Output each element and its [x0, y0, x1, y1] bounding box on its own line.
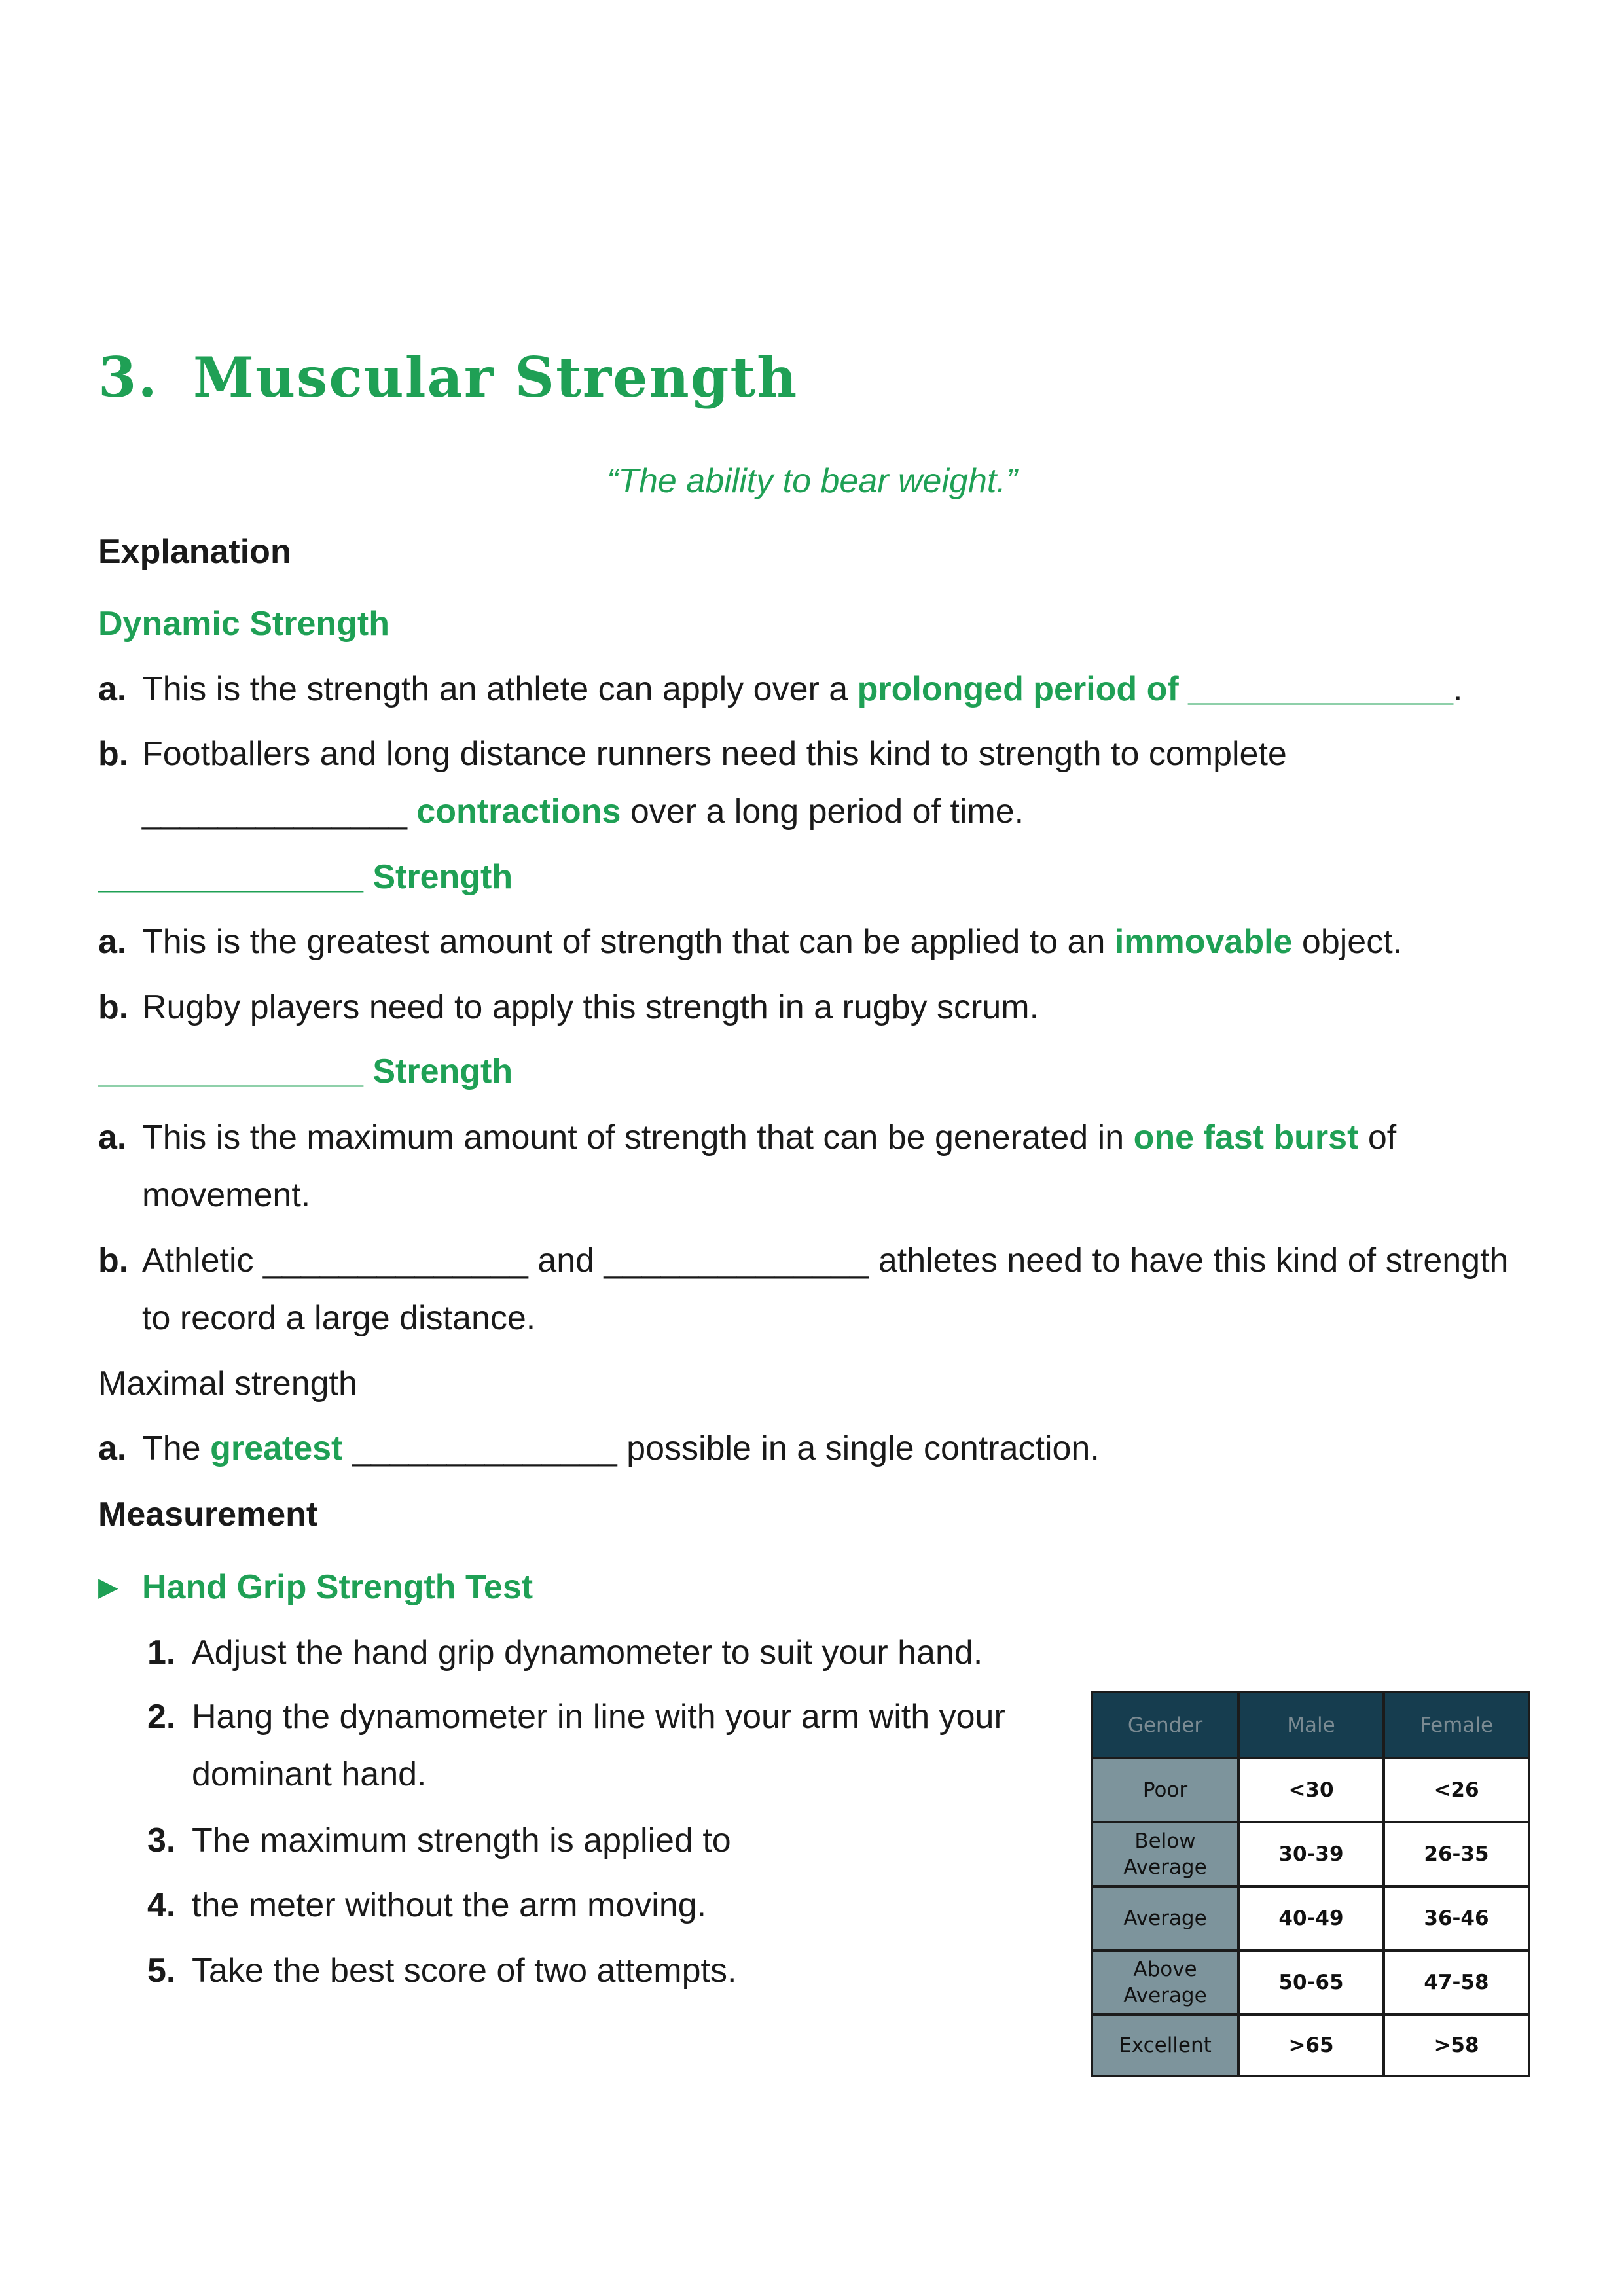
fill-in-highlight: immovable	[1114, 923, 1293, 961]
table-row	[1092, 1950, 1529, 2015]
step-number: 2.	[147, 1698, 176, 1736]
measurement-heading: Measurement	[98, 1496, 318, 1534]
play-triangle-icon: ▶	[98, 1573, 118, 1602]
step-text: the meter without the arm moving.	[192, 1886, 707, 1924]
static-strength-heading: ______________ Strength	[98, 858, 513, 896]
page-title	[98, 345, 799, 410]
test-step	[147, 1696, 1005, 1737]
male-value: >65	[1238, 2015, 1384, 2076]
item-marker: a.	[98, 923, 127, 961]
test-step	[147, 1632, 983, 1673]
item-text: Rugby players need to apply this strength in a rugby scrum.	[142, 988, 1039, 1026]
row-label-text: Average	[1123, 1907, 1207, 1930]
explosive-strength-heading: ______________ Strength	[98, 1052, 513, 1090]
dynamic-strength-heading: Dynamic Strength	[98, 605, 389, 643]
table-header-row	[1092, 1692, 1529, 1758]
row-label	[1092, 2015, 1238, 2076]
female-value: 36-46	[1384, 1886, 1529, 1950]
definition-quote: “The ability to bear weight.”	[606, 462, 1018, 500]
item-text: object.	[1292, 923, 1403, 961]
static-item-b	[98, 987, 1039, 1028]
section-number: 3.	[98, 345, 158, 410]
table-row	[1092, 1758, 1529, 1822]
item-marker: b.	[98, 1242, 129, 1280]
column-header-female: Female	[1384, 1692, 1529, 1758]
item-marker: b.	[98, 988, 129, 1026]
row-label	[1092, 1886, 1238, 1950]
dynamic-item-a	[98, 669, 1462, 709]
female-value: <26	[1384, 1758, 1529, 1822]
female-value: 26-35	[1384, 1822, 1529, 1886]
row-label-text: Above	[1133, 1958, 1197, 1981]
explosive-item-b-cont: to record a large distance.	[142, 1299, 536, 1337]
row-label	[1092, 1822, 1238, 1886]
female-value: 47-58	[1384, 1950, 1529, 2015]
test-step	[147, 1950, 736, 1991]
fill-in-highlight: prolonged period of ______________	[857, 670, 1454, 708]
item-text: The	[142, 1429, 211, 1467]
table-row	[1092, 1822, 1529, 1886]
row-label-text: Average	[1123, 1856, 1207, 1879]
item-marker: a.	[98, 670, 127, 708]
fill-in-blank: ______________	[142, 793, 417, 831]
dynamic-item-b-cont	[142, 791, 1024, 832]
explanation-heading: Explanation	[98, 533, 291, 571]
step-text: Adjust the hand grip dynamometer to suit your hand.	[192, 1634, 983, 1672]
test-step	[147, 1820, 731, 1861]
item-text: This is the maximum amount of strength that can be generated in	[142, 1119, 1134, 1157]
maximal-strength-heading: Maximal strength	[98, 1365, 357, 1403]
row-label	[1092, 1950, 1238, 2015]
item-marker: b.	[98, 735, 129, 773]
item-marker: a.	[98, 1119, 127, 1157]
item-text: of	[1358, 1119, 1397, 1157]
step-number: 4.	[147, 1886, 176, 1924]
test-step-cont: dominant hand.	[192, 1755, 427, 1793]
step-number: 1.	[147, 1634, 176, 1672]
item-text: This is the greatest amount of strength that can be applied to an	[142, 923, 1115, 961]
test-heading	[98, 1567, 533, 1607]
male-value: 50-65	[1238, 1950, 1384, 2015]
fill-in-highlight: one fast burst	[1133, 1119, 1359, 1157]
test-step	[147, 1885, 706, 1926]
item-text: .	[1453, 670, 1463, 708]
explosive-item-a-cont: movement.	[142, 1176, 311, 1214]
item-text: over a long period of time.	[621, 793, 1024, 831]
table-row	[1092, 2015, 1529, 2076]
item-text: This is the strength an athlete can apply over a	[142, 670, 857, 708]
fill-in-highlight: contractions	[416, 793, 621, 831]
explosive-item-a	[98, 1117, 1396, 1158]
maximal-item-a	[98, 1428, 1100, 1469]
row-label-text: Average	[1123, 1984, 1207, 2007]
row-label	[1092, 1758, 1238, 1822]
dynamic-item-b	[98, 734, 1287, 774]
static-item-a	[98, 922, 1402, 962]
male-value: 40-49	[1238, 1886, 1384, 1950]
explosive-item-b	[98, 1240, 1508, 1281]
grip-strength-norms-table	[1091, 1691, 1530, 2077]
item-text: Athletic ______________ and ______________ athletes need to have this kind of strength	[142, 1242, 1509, 1280]
step-text: The maximum strength is applied to	[192, 1821, 731, 1859]
row-label-text: Excellent	[1119, 2034, 1212, 2057]
step-text: Hang the dynamometer in line with your arm with your	[192, 1698, 1005, 1736]
item-marker: a.	[98, 1429, 127, 1467]
section-title: Muscular Strength	[193, 345, 799, 410]
test-name: Hand Grip Strength Test	[142, 1568, 533, 1606]
column-header-gender: Gender	[1092, 1692, 1238, 1758]
column-header-male: Male	[1238, 1692, 1384, 1758]
row-label-text: Below	[1134, 1829, 1196, 1853]
fill-in-highlight: greatest	[210, 1429, 343, 1467]
step-number: 5.	[147, 1952, 176, 1990]
step-text: Take the best score of two attempts.	[192, 1952, 737, 1990]
item-text: ______________ possible in a single contraction.	[342, 1429, 1100, 1467]
item-text: Footballers and long distance runners need this kind to strength to complete	[142, 735, 1287, 773]
step-number: 3.	[147, 1821, 176, 1859]
male-value: <30	[1238, 1758, 1384, 1822]
row-label-text: Poor	[1142, 1778, 1188, 1802]
female-value: >58	[1384, 2015, 1529, 2076]
male-value: 30-39	[1238, 1822, 1384, 1886]
table-row	[1092, 1886, 1529, 1950]
